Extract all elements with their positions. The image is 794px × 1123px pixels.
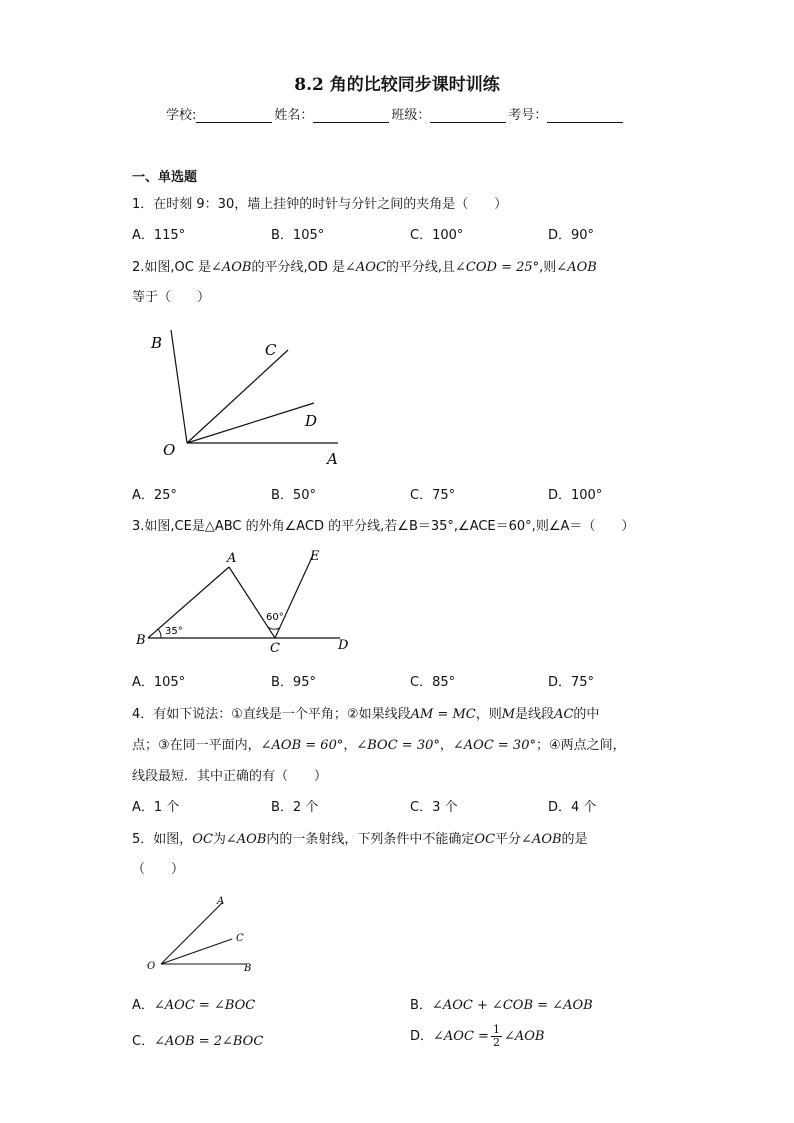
q2-math-angle-aob-2: ∠AOB — [556, 260, 597, 275]
section-heading: 一、单选题 — [132, 170, 198, 185]
q3-option-c[interactable]: C．85° — [410, 675, 456, 690]
q5-fraction-denominator: 2 — [492, 1036, 500, 1049]
q5-option-a[interactable] — [132, 994, 255, 1013]
q5-option-d-label: D． — [410, 1029, 434, 1044]
q5-text-e: 的是 — [561, 832, 588, 847]
q1-option-a[interactable]: A．115° — [132, 228, 186, 243]
q5-figure — [140, 890, 270, 980]
q2-ray-ob — [171, 330, 187, 443]
q5-text-c: 内的一条射线，下列条件中不能确定 — [266, 832, 475, 847]
q5-math-aob: ∠AOB — [225, 832, 267, 847]
q2-text-d: ,则 — [539, 260, 557, 275]
q5-option-c-math: ∠AOB = 2∠BOC — [154, 1034, 264, 1049]
q2-text-b: 的平分线,OD 是 — [251, 260, 345, 275]
q3-angle-label-c: 60° — [266, 612, 284, 623]
q5-label-c: C — [236, 933, 244, 944]
q3-angle-label-b: 35° — [165, 626, 183, 637]
q5-text-a: 5．如图， — [132, 832, 193, 847]
school-blank[interactable] — [196, 109, 272, 123]
q2-label-c: C — [265, 341, 277, 359]
q4-math-am-mc: AM = MC — [410, 707, 476, 722]
q5-option-d-fraction — [491, 1024, 502, 1049]
q4-text-1a: 4．有如下说法：①直线是一个平角；②如果线段 — [132, 707, 411, 722]
student-info-line — [166, 104, 625, 123]
q4-text-2a: 点；③在同一平面内， — [132, 738, 261, 753]
q5-option-d-math-b: ∠AOB — [503, 1029, 545, 1044]
q4-text-1d: 的中 — [573, 707, 600, 722]
q4-sep-1: ， — [343, 738, 357, 753]
q3-side-ba — [148, 567, 229, 638]
q5-option-b-math: ∠AOC + ∠COB = ∠AOB — [431, 998, 593, 1013]
q5-option-c-label: C． — [132, 1034, 155, 1049]
q2-text-a: 2.如图,OC 是 — [132, 260, 211, 275]
q5-option-a-label: A． — [132, 998, 154, 1013]
q5-math-aob-2: ∠AOB — [521, 832, 562, 847]
class-blank[interactable] — [430, 109, 506, 123]
q5-ray-oa — [161, 902, 223, 964]
q5-option-d-math-a: ∠AOC = — [433, 1029, 489, 1044]
q5-fraction-numerator: 1 — [492, 1023, 500, 1036]
q2-math-cond: ∠COD = 25° — [455, 260, 540, 275]
q2-ray-od — [187, 403, 314, 443]
q4-option-a[interactable]: A．1 个 — [132, 800, 180, 815]
q5-text-b: 为 — [212, 832, 226, 847]
q4-stem-line2 — [132, 734, 626, 753]
q4-text-2b: ；④两点之间， — [535, 738, 626, 753]
q3-label-c: C — [270, 641, 280, 655]
q4-math-aoc: ∠AOC = 30° — [452, 738, 536, 753]
q2-stem-line2: 等于（ ） — [132, 290, 211, 305]
q3-stem: 3.如图,CE是△ABC 的外角∠ACD 的平分线,若∠B＝35°,∠ACE＝60°,则∠A＝（ ） — [132, 519, 635, 534]
q5-option-b[interactable] — [410, 994, 593, 1013]
q3-ray-ce — [275, 555, 313, 638]
q5-text-d: 平分 — [495, 832, 522, 847]
q2-label-d: D — [305, 412, 318, 430]
q2-text-c: 的平分线,且 — [385, 260, 456, 275]
exam-no-blank[interactable] — [547, 109, 623, 123]
exam-no-label: 考号： — [508, 108, 548, 123]
q3-label-e: E — [310, 549, 320, 564]
q2-option-b[interactable]: B．50° — [271, 488, 316, 503]
q3-figure — [130, 545, 360, 655]
q4-text-1b: ，则 — [475, 707, 502, 722]
q5-option-a-math: ∠AOC = ∠BOC — [153, 998, 256, 1013]
q4-math-ac: AC — [554, 707, 574, 722]
q3-label-b: B — [136, 633, 146, 648]
q5-math-oc-2: OC — [474, 832, 496, 847]
q2-label-a: A — [327, 450, 338, 468]
q2-stem — [132, 256, 597, 275]
q1-option-c[interactable]: C．100° — [410, 228, 464, 243]
class-label: 班级： — [391, 108, 431, 123]
q4-math-aob: ∠AOB = 60° — [260, 738, 344, 753]
q2-label-o: O — [163, 441, 176, 459]
q4-math-boc: ∠BOC = 30° — [356, 738, 440, 753]
q3-option-d[interactable]: D．75° — [548, 675, 595, 690]
page-title: 8.2 角的比较同步课时训练 — [294, 75, 500, 95]
name-blank[interactable] — [313, 109, 389, 123]
q4-text-1c: 是线段 — [515, 707, 555, 722]
q2-option-d[interactable]: D．100° — [548, 488, 603, 503]
q5-option-d[interactable] — [410, 1024, 544, 1049]
q5-label-a: A — [217, 896, 225, 907]
q2-ray-oc — [187, 350, 288, 443]
q4-math-m: M — [501, 707, 516, 722]
q2-figure — [140, 322, 360, 472]
q4-stem-line3: 线段最短．其中正确的有（ ） — [132, 769, 328, 784]
q1-option-b[interactable]: B．105° — [271, 228, 325, 243]
q5-stem — [132, 828, 588, 847]
q3-option-a[interactable]: A．105° — [132, 675, 186, 690]
q2-option-a[interactable]: A．25° — [132, 488, 177, 503]
q2-math-angle-aob: ∠AOB — [210, 260, 252, 275]
q4-sep-2: ， — [439, 738, 453, 753]
q3-label-a: A — [227, 551, 237, 566]
q5-label-o: O — [147, 961, 156, 972]
q3-option-b[interactable]: B．95° — [271, 675, 316, 690]
q5-option-c[interactable] — [132, 1030, 263, 1049]
q3-label-d: D — [338, 638, 349, 653]
q4-option-b[interactable]: B．2 个 — [271, 800, 319, 815]
q2-math-angle-aoc: ∠AOC — [345, 260, 386, 275]
q4-stem-line1 — [132, 703, 599, 722]
q2-label-b: B — [151, 334, 163, 352]
q4-option-c[interactable]: C．3 个 — [410, 800, 458, 815]
q4-option-d[interactable]: D．4 个 — [548, 800, 597, 815]
q1-option-d[interactable]: D．90° — [548, 228, 595, 243]
name-label: 姓名： — [274, 108, 314, 123]
q5-stem-line2: （ ） — [132, 862, 185, 877]
q3-angle-arc-b — [158, 629, 161, 638]
q2-option-c[interactable]: C．75° — [410, 488, 456, 503]
q1-stem: 1．在时刻 9：30，墙上挂钟的时针与分针之间的夹角是（ ） — [132, 197, 508, 212]
q5-ray-oc — [161, 939, 232, 964]
q5-math-oc: OC — [192, 832, 213, 847]
q3-angle-arc-c — [268, 627, 280, 629]
q5-option-b-label: B． — [410, 998, 432, 1013]
school-label: 学校: — [166, 108, 197, 123]
q5-label-b: B — [244, 963, 252, 974]
